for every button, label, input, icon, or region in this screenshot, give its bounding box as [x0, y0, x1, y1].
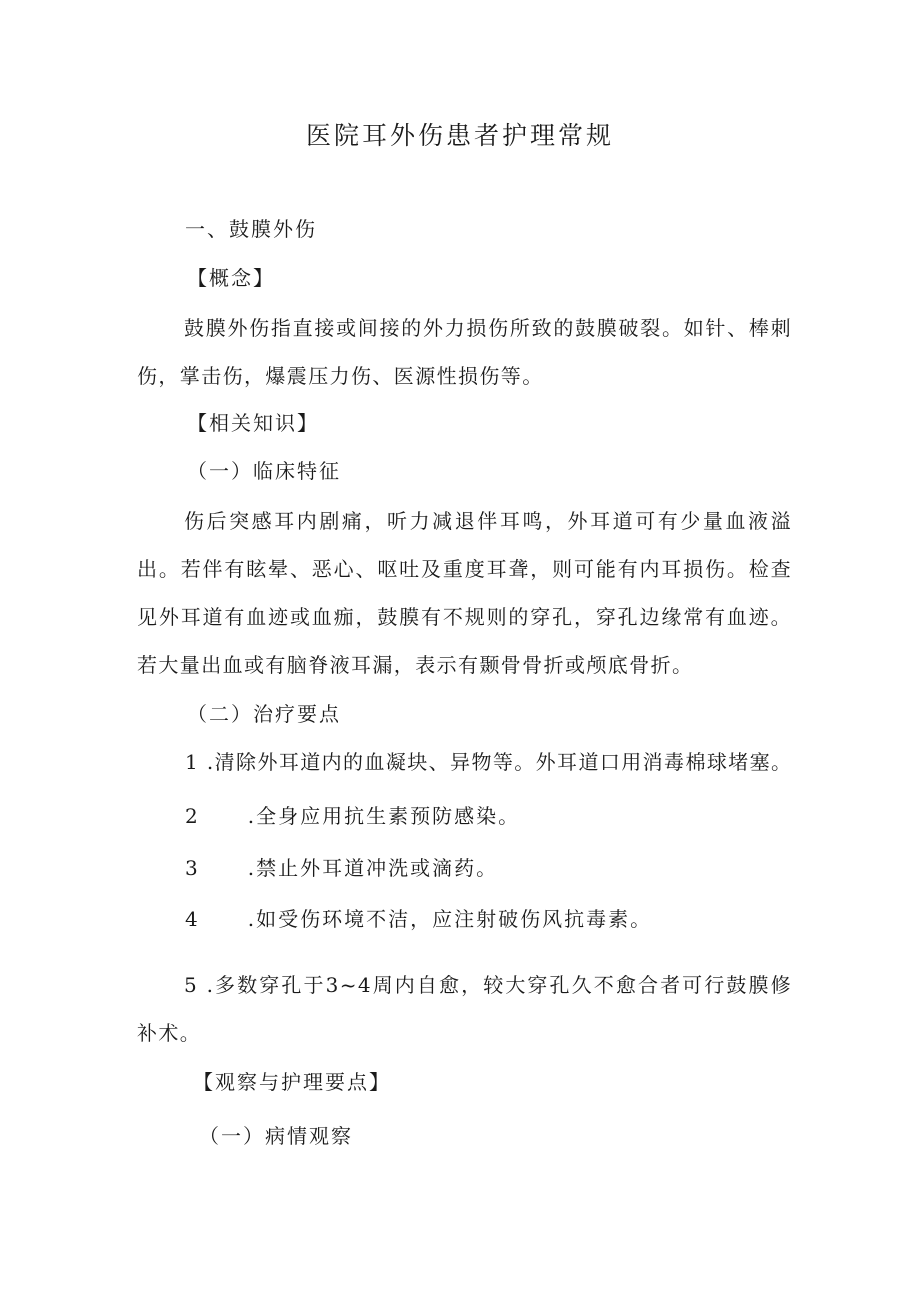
treatment-item [137, 961, 792, 1057]
treatment-item-number: 1 [185, 750, 200, 774]
treatment-item-number: 3 [185, 856, 200, 880]
treatment-item [185, 801, 520, 831]
clinical-features-heading: （一）临床特征 [187, 459, 341, 483]
treatment-item [185, 747, 792, 777]
treatment-item [185, 853, 498, 883]
treatment-item-text: .多数穿孔于3~4周内自愈，较大穿孔久不愈合者可行鼓膜修补术。 [137, 973, 792, 1045]
document-title: 医院耳外伤患者护理常规 [305, 121, 614, 150]
clinical-features-paragraph: 伤后突感耳内剧痛，听力减退伴耳鸣，外耳道可有少量血液溢出。若伴有眩晕、恶心、呕吐及重度耳聋，则可能有内耳损伤。检查见外耳道有血迹或血痂，鼓膜有不规则的穿孔，穿孔边缘常有血迹。若大量出血或有脑脊液耳漏，表示有颞骨骨折或颅底骨折。 [137, 509, 792, 677]
treatment-item-text: .禁止外耳道冲洗或滴药。 [247, 856, 499, 880]
treatment-item-text: .如受伤环境不洁，应注射破伤风抗毒素。 [247, 907, 653, 931]
treatment-item-text: .清除外耳道内的血凝块、异物等。外耳道口用消毒棉球堵塞。 [206, 750, 793, 774]
treatment-item-number: 2 [185, 804, 200, 828]
related-knowledge-heading: 【相关知识】 [187, 411, 319, 435]
treatment-item-number: 5 [184, 973, 199, 997]
treatment-heading: （二）治疗要点 [187, 702, 341, 726]
treatment-item-text: .全身应用抗生素预防感染。 [247, 804, 521, 828]
observation-care-heading: 【观察与护理要点】 [193, 1070, 391, 1094]
section-heading-eardrum-injury: 一、鼓膜外伤 [185, 217, 317, 241]
concept-paragraph: 鼓膜外伤指直接或间接的外力损伤所致的鼓膜破裂。如针、棒刺伤，掌击伤，爆震压力伤、医源性损伤等。 [137, 316, 792, 388]
treatment-item [185, 904, 652, 934]
treatment-item-number: 4 [185, 907, 200, 931]
condition-observation-heading: （一）病情观察 [199, 1124, 353, 1148]
concept-heading: 【概念】 [187, 266, 275, 290]
